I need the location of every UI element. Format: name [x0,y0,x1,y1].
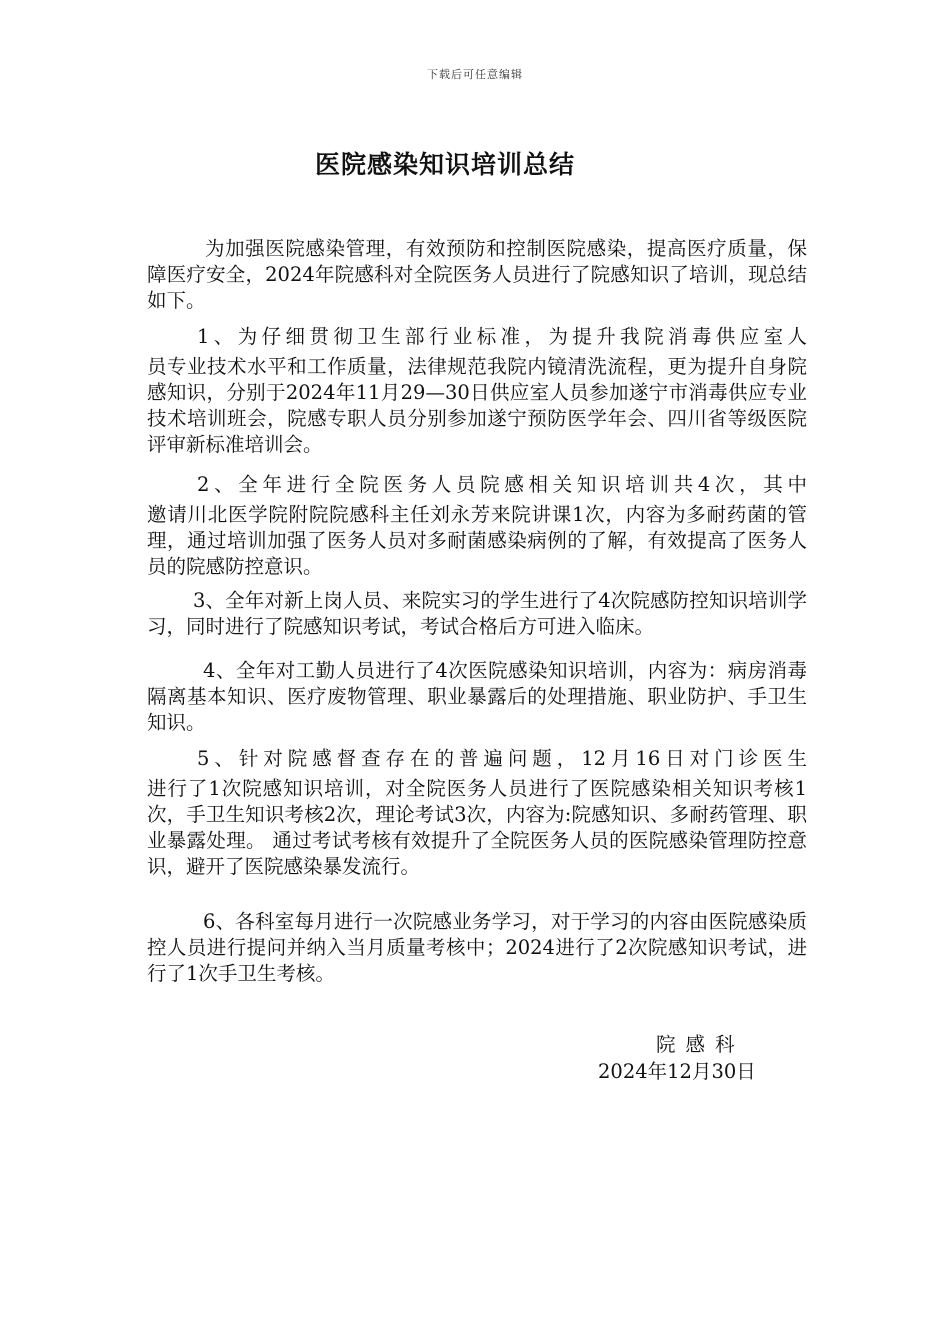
signature-department: 院感科 [656,1033,745,1056]
intro-paragraph: 为加强医院感染管理，有效预防和控制医院感染，提高医疗质量，保障医疗安全，2024年院感科对全院医务人员进行了院感知识了培训，现总结如下。 [147,237,807,312]
header-note: 下载后可任意编辑 [427,68,523,81]
item-paragraph-4: 4、全年对工勤人员进行了4次医院感染知识培训，内容为：病房消毒隔离基本知识、医疗废物管理、职业暴露后的处理措施、职业防护、手卫生知识。 [147,659,807,734]
item-paragraph-3: 3、全年对新上岗人员、来院实习的学生进行了4次院感防控知识培训学习，同时进行了院感知识考试，考试合格后方可进入临床。 [147,589,807,638]
item-2-body: 邀请川北医学院附院院感科主任刘永芳来院讲课1次，内容为多耐药菌的管理，通过培训加强了医务人员对多耐菌感染病例的了解，有效提高了医务人员的院感防控意识。 [147,503,807,578]
item-5-body: 进行了1次院感知识培训，对全院医务人员进行了医院感染相关知识考核1次，手卫生知识考核2次，理论考试3次，内容为:院感知识、多耐药管理、职业暴露处理。 通过考试考核有效提升了全院医务人员的医院感染管理防控意识，避开了医院感染暴发流行。 [147,777,807,878]
document-title: 医院感染知识培训总结 [314,150,575,179]
signature-date: 2024年12月30日 [598,1060,756,1083]
item-1-first-line: 1、为仔细贯彻卫生部行业标准，为提升我院消毒供应室人 [197,325,807,348]
item-paragraph-2 [147,472,807,580]
item-5-first-line: 5、针对院感督查存在的普遍问题，12月16日对门诊医生 [197,747,807,770]
item-paragraph-1 [147,324,807,458]
signature-block [560,1031,820,1085]
item-paragraph-6: 6、各科室每月进行一次院感业务学习，对于学习的内容由医院感染质控人员进行提问并纳入当月质量考核中；2024进行了2次院感知识考试，进行了1次手卫生考核。 [147,910,807,985]
item-1-body: 员专业技术水平和工作质量，法律规范我院内镜清洗流程，更为提升自身院感知识，分别于2024年11月29—30日供应室人员参加遂宁市消毒供应专业技术培训班会，院感专职人员分别参加遂宁预防医学年会、四川省等级医院评审新标准培训会。 [147,355,807,456]
item-2-first-line: 2、全年进行全院医务人员院感相关知识培训共4次，其中 [197,473,807,496]
item-paragraph-5 [147,746,807,880]
